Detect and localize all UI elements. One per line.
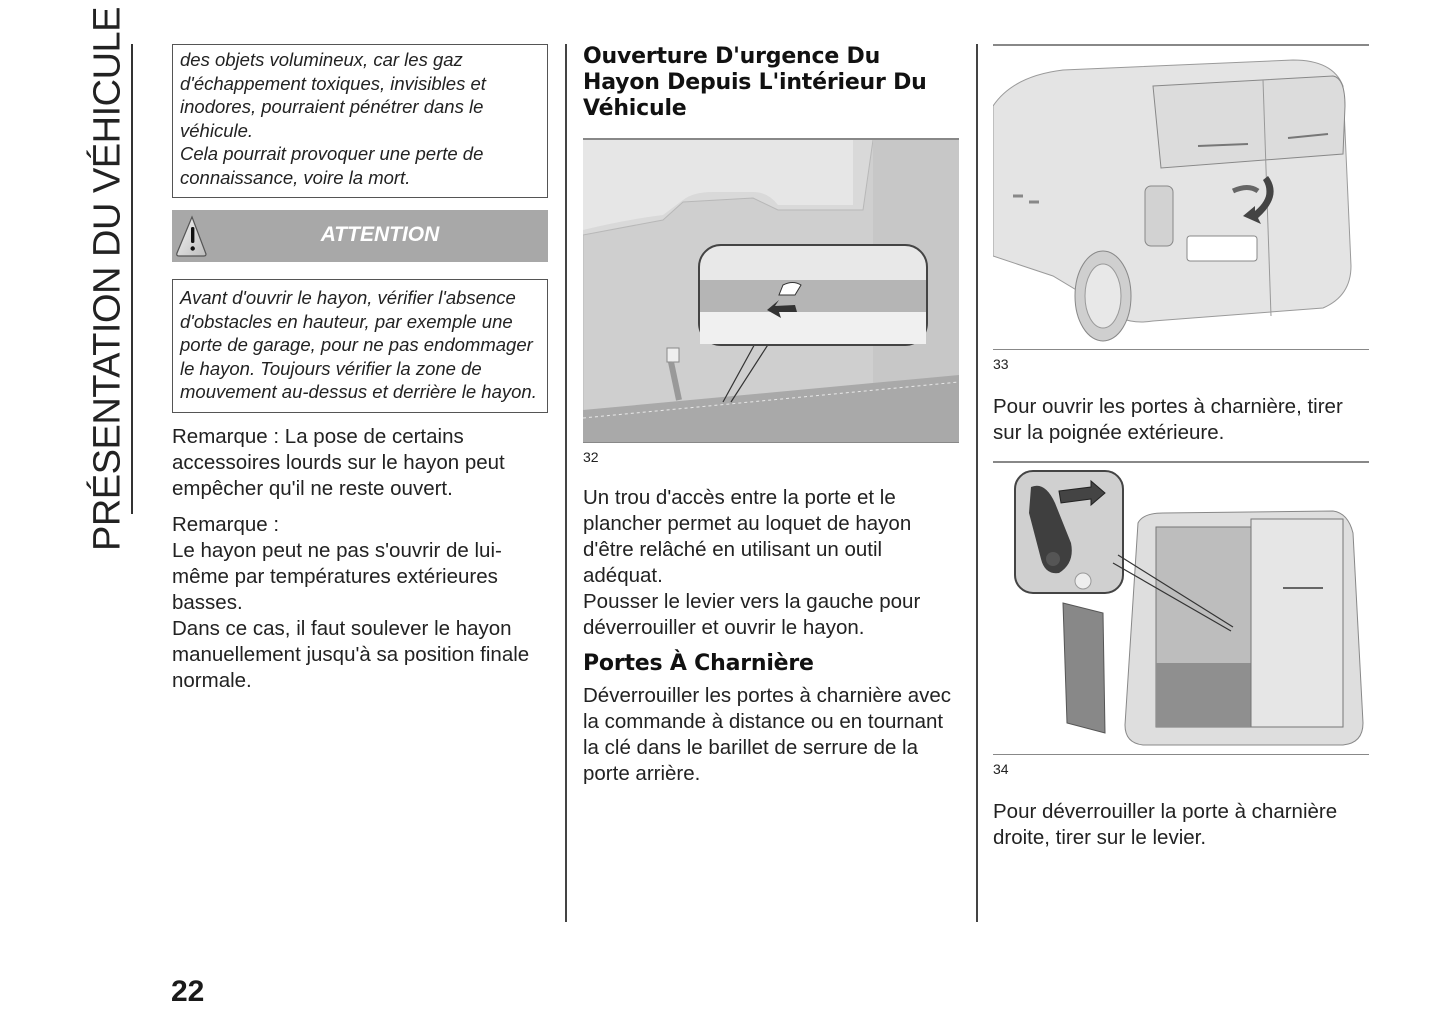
column-3 — [993, 44, 1369, 851]
figure-number: 34 — [993, 761, 1009, 777]
figure-rule — [993, 349, 1369, 351]
section-title-rule — [131, 44, 133, 514]
figure-rule — [993, 754, 1369, 756]
attention-text: Avant d'ouvrir le hayon, vérifier l'absence d'obstacles en hauteur, par exemple une porte de garage, pour ne pas endommager le hayon. Toujours vérifier la zone de mouvement au-dessus et derrière le hayon. — [180, 287, 537, 402]
note-text: La pose de certains accessoires lourds sur le hayon peut empêcher qu'il ne reste ouvert. — [172, 424, 505, 500]
warning-paragraph: des objets volumineux, car les gaz d'échappement toxiques, invisibles et inodores, pourraient pénétrer dans le véhicule. — [180, 49, 486, 141]
van-rear-illustration — [993, 46, 1369, 349]
note-2 — [172, 512, 548, 694]
note-label: Remarque : — [172, 512, 280, 536]
column-divider — [565, 44, 567, 922]
column-divider — [976, 44, 978, 922]
column-1 — [172, 44, 548, 694]
warning-paragraph: Cela pourrait provoquer une perte de connaissance, voire la mort. — [180, 143, 484, 188]
section-title-text: PRÉSENTATION DU VÉHICULE — [86, 6, 129, 552]
section-title — [84, 6, 132, 552]
figure-number: 33 — [993, 356, 1009, 372]
figure-34-van-rear-door-open — [993, 463, 1369, 754]
hinged-doors-text — [583, 683, 959, 787]
heading-emergency-tailgate-opening: Ouverture D'urgence Du Hayon Depuis L'intérieur Du Véhicule — [583, 44, 927, 121]
attention-label: ATTENTION — [320, 223, 440, 246]
attention-box — [172, 279, 548, 413]
heading-hinged-doors: Portes À Charnière — [583, 651, 814, 676]
paragraph: Déverrouiller les portes à charnière avec la commande à distance ou en tournant la clé dans le barillet de serrure de la porte arrière. — [583, 684, 952, 785]
van-rear-door-open-illustration — [993, 463, 1369, 754]
tailgate-interior-illustration — [583, 140, 959, 442]
open-hinged-doors-text — [993, 394, 1369, 446]
emergency-opening-text — [583, 485, 959, 641]
warning-box-continued — [172, 44, 548, 198]
page-number: 22 — [171, 975, 205, 1008]
paragraph: Pour déverrouiller la porte à charnière droite, tirer sur le levier. — [993, 800, 1338, 849]
paragraph: Pousser le levier vers la gauche pour déverrouiller et ouvrir le hayon. — [583, 590, 921, 639]
note-1 — [172, 424, 548, 502]
paragraph: Pour ouvrir les portes à charnière, tirer sur la poignée extérieure. — [993, 395, 1343, 444]
attention-banner — [172, 210, 548, 262]
note-text: Le hayon peut ne pas s'ouvrir de lui-même par températures extérieures basses. — [172, 538, 502, 614]
paragraph: Un trou d'accès entre la porte et le plancher permet au loquet de hayon d'être relâché en utilisant un outil adéquat. — [583, 486, 912, 587]
unlock-right-door-text — [993, 799, 1369, 851]
figure-32-tailgate-interior — [583, 140, 959, 442]
figure-number: 32 — [583, 449, 599, 465]
figure-33-van-rear-exterior — [993, 46, 1369, 349]
note-text: Dans ce cas, il faut soulever le hayon manuellement jusqu'à sa position finale normale. — [172, 616, 530, 692]
figure-rule — [583, 442, 959, 444]
column-2 — [583, 44, 959, 787]
note-label: Remarque : — [172, 424, 280, 448]
